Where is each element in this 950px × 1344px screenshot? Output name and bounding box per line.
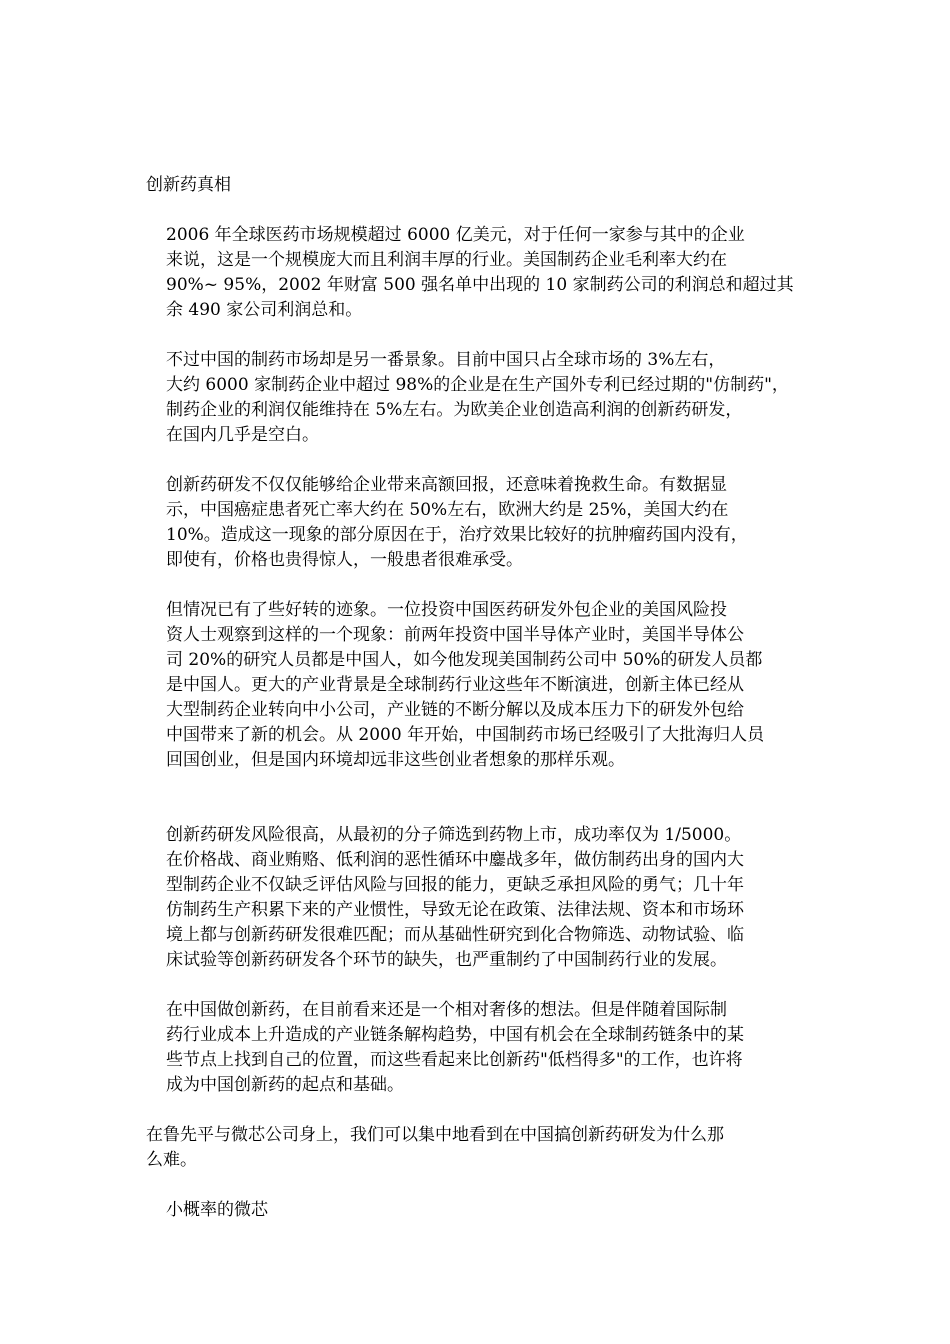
- paragraph-1: 2006 年全球医药市场规模超过 6000 亿美元，对于任何一家参与其中的企业 来说，这是一个规模庞大而且利润丰厚的行业。美国制药企业毛利率大约在 90%~ 95%，2002 年财富 500 强名单中出现的 10 家制药公司的利润总和超过其 余 490 家公司利润总和。: [166, 225, 794, 320]
- paragraph-6: 在中国做创新药，在目前看来还是一个相对奢侈的想法。但是伴随着国际制 药行业成本上升造成的产业链条解构趋势，中国有机会在全球制药链条中的某 些节点上找到自己的位置，而这些看起来比创新药"低档得多"的工作，也许将 成为中国创新药的起点和基础。: [166, 1000, 744, 1095]
- paragraph-5: 创新药研发风险很高，从最初的分子筛选到药物上市，成功率仅为 1/5000。 在价格战、商业贿赂、低利润的恶性循环中鏖战多年，做仿制药出身的国内大 型制药企业不仅缺乏评估风险与回报的能力，更缺乏承担风险的勇气；几十年 仿制药生产积累下来的产业惯性，导致无论在政策、法律法规、资本和市场环 境上都与创新药研发很难匹配；而从基础性研究到化合物筛选、动物试验、临 床试验等创新药研发各个环节的缺失，也严重制约了中国制药行业的发展。: [166, 825, 744, 970]
- document-title: 创新药真相: [146, 175, 231, 195]
- paragraph-7: 在鲁先平与微芯公司身上，我们可以集中地看到在中国搞创新药研发为什么那 么难。: [146, 1125, 724, 1170]
- section-heading: 小概率的微芯: [166, 1200, 268, 1220]
- paragraph-3: 创新药研发不仅仅能够给企业带来高额回报，还意味着挽救生命。有数据显 示，中国癌症患者死亡率大约在 50%左右，欧洲大约是 25%，美国大约在 10%。造成这一现象的部分原因在于，治疗效果比较好的抗肿瘤药国内没有， 即使有，价格也贵得惊人，一般患者很难承受。: [166, 475, 748, 570]
- paragraph-4: 但情况已有了些好转的迹象。一位投资中国医药研发外包企业的美国风险投 资人士观察到这样的一个现象：前两年投资中国半导体产业时，美国半导体公 司 20%的研究人员都是中国人，如今他发现美国制药公司中 50%的研发人员都 是中国人。更大的产业背景是全球制药行业这些年不断演进，创新主体已经从 大型制药企业转向中小公司，产业链的不断分解以及成本压力下的研发外包给 中国带来了新的机会。从 2000 年开始，中国制药市场已经吸引了大批海归人员 回国创业，但是国内环境却远非这些创业者想象的那样乐观。: [166, 600, 765, 770]
- paragraph-2: 不过中国的制药市场却是另一番景象。目前中国只占全球市场的 3%左右， 大约 6000 家制药企业中超过 98%的企业是在生产国外专利已经过期的"仿制药"， 制药企业的利润仅能维持在 5%左右。为欧美企业创造高利润的创新药研发， 在国内几乎是空白。: [166, 350, 789, 445]
